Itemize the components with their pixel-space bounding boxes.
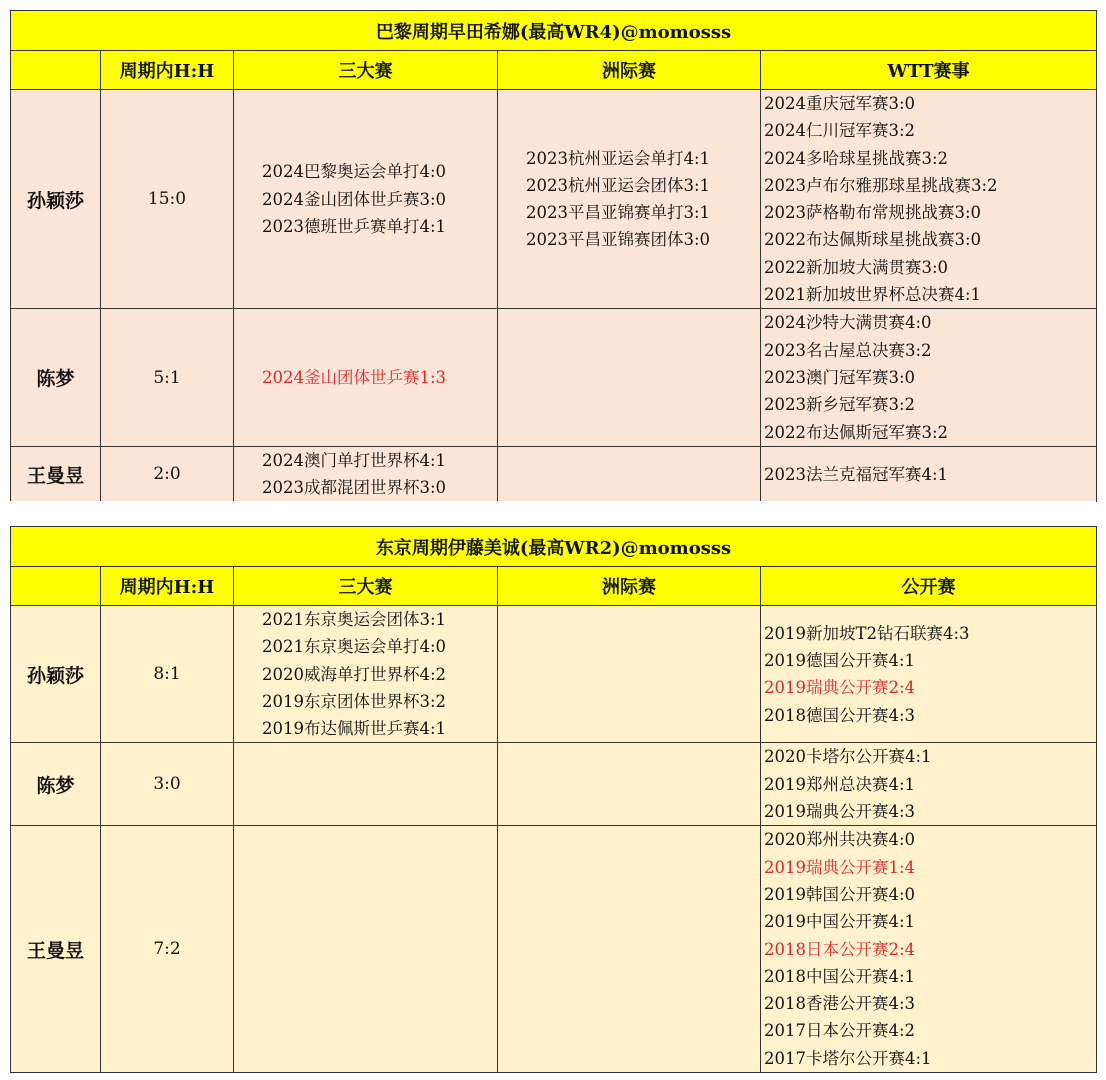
result-entry: 2018中国公开赛4:1: [764, 966, 916, 986]
big3-results: [234, 826, 498, 1073]
table-row: [11, 826, 1097, 1073]
result-entry: 2024沙特大满贯赛4:0: [764, 313, 932, 333]
result-entry: 2024釜山团体世乒赛3:0: [262, 189, 447, 209]
table-title: 东京周期伊藤美诚(最高WR2)@momosss: [11, 527, 1097, 567]
event-results: [761, 743, 1097, 826]
result-entry-loss: 2019瑞典公开赛1:4: [764, 857, 916, 877]
big3-results: [234, 309, 498, 446]
big3-results: [234, 743, 498, 826]
result-entry: 2021东京奥运会单打4:0: [262, 637, 447, 657]
continental-results: [498, 606, 761, 743]
result-entry: 2024仁川冠军赛3:2: [764, 121, 916, 141]
table-title: 巴黎周期早田希娜(最高WR4)@momosss: [11, 11, 1097, 51]
continental-results: [498, 90, 761, 309]
result-entry: 2024澳门单打世界杯4:1: [262, 450, 447, 470]
event-results: [761, 826, 1097, 1073]
result-entry: 2020威海单打世界杯4:2: [262, 664, 447, 684]
table-row: [11, 606, 1097, 743]
table-spacer: [10, 501, 1096, 526]
header-continental: 洲际赛: [498, 51, 761, 90]
player-name: 孙颖莎: [11, 90, 101, 309]
result-entry: 2019韩国公开赛4:0: [764, 884, 916, 904]
result-entry-loss: 2024釜山团体世乒赛1:3: [262, 367, 447, 387]
continental-results: [498, 743, 761, 826]
header-big3: 三大赛: [234, 51, 498, 90]
result-entry: 2017日本公开赛4:2: [764, 1021, 916, 1041]
result-entry: 2024重庆冠军赛3:0: [764, 94, 916, 113]
result-entry: 2023杭州亚运会团体3:1: [526, 175, 711, 195]
result-entry: 2020郑州共决赛4:0: [764, 830, 916, 850]
continental-results: [498, 826, 761, 1073]
result-entry: 2023澳门冠军赛3:0: [764, 367, 916, 387]
event-results: [761, 90, 1097, 309]
result-entry: 2019德国公开赛4:1: [764, 650, 916, 670]
event-results: [761, 606, 1097, 743]
table-row: [11, 446, 1097, 502]
player-name: 陈梦: [11, 309, 101, 446]
result-entry: 2022布达佩斯冠军赛3:2: [764, 422, 949, 442]
header-hh: 周期内H:H: [101, 567, 234, 606]
paris-cycle-table: [10, 10, 1097, 502]
continental-results: [498, 446, 761, 502]
result-entry-loss: 2018日本公开赛2:4: [764, 939, 916, 959]
result-entry: 2023卢布尔雅那球星挑战赛3:2: [764, 175, 998, 195]
table-row: [11, 309, 1097, 446]
result-entry: 2023法兰克福冠军赛4:1: [764, 464, 949, 484]
continental-results: [498, 309, 761, 446]
player-name: 王曼昱: [11, 826, 101, 1073]
result-entry: 2020卡塔尔公开赛4:1: [764, 747, 932, 767]
header-hh: 周期内H:H: [101, 51, 234, 90]
player-name: 孙颖莎: [11, 606, 101, 743]
result-entry: 2022新加坡大满贯赛3:0: [764, 257, 949, 277]
table-row: [11, 90, 1097, 309]
result-entry: 2019布达佩斯世乒赛4:1: [262, 719, 447, 739]
header-big3: 三大赛: [234, 567, 498, 606]
result-entry: 2023杭州亚运会单打4:1: [526, 148, 711, 168]
header-events: WTT赛事: [761, 51, 1097, 90]
head-to-head-score: 2:0: [101, 446, 234, 502]
big3-results: [234, 90, 498, 309]
head-to-head-score: 8:1: [101, 606, 234, 743]
head-to-head-score: 15:0: [101, 90, 234, 309]
header-blank: [11, 567, 101, 606]
player-name: 陈梦: [11, 743, 101, 826]
event-results: [761, 446, 1097, 502]
result-entry: 2019郑州总决赛4:1: [764, 774, 916, 794]
result-entry: 2019中国公开赛4:1: [764, 912, 916, 932]
result-entry: 2024多哈球星挑战赛3:2: [764, 148, 949, 168]
result-entry: 2018德国公开赛4:3: [764, 705, 916, 725]
result-entry: 2019新加坡T2钻石联赛4:3: [764, 623, 970, 643]
result-entry: 2023名古屋总决赛3:2: [764, 340, 932, 360]
head-to-head-score: 3:0: [101, 743, 234, 826]
tokyo-cycle-table: [10, 526, 1097, 1073]
header-blank: [11, 51, 101, 90]
header-events: 公开赛: [761, 567, 1097, 606]
table-row: [11, 743, 1097, 826]
big3-results: [234, 606, 498, 743]
result-entry: 2019瑞典公开赛4:3: [764, 802, 916, 822]
result-entry: 2023成都混团世界杯3:0: [262, 478, 447, 498]
result-entry: 2019东京团体世界杯3:2: [262, 691, 447, 711]
player-name: 王曼昱: [11, 446, 101, 502]
big3-results: [234, 446, 498, 502]
result-entry: 2018香港公开赛4:3: [764, 994, 916, 1014]
result-entry: 2022布达佩斯球星挑战赛3:0: [764, 230, 982, 250]
result-entry-loss: 2019瑞典公开赛2:4: [764, 678, 916, 698]
result-entry: 2023新乡冠军赛3:2: [764, 395, 916, 415]
result-entry: 2017卡塔尔公开赛4:1: [764, 1048, 932, 1068]
head-to-head-score: 7:2: [101, 826, 234, 1073]
head-to-head-score: 5:1: [101, 309, 234, 446]
event-results: [761, 309, 1097, 446]
header-continental: 洲际赛: [498, 567, 761, 606]
result-entry: 2023萨格勒布常规挑战赛3:0: [764, 203, 982, 223]
result-entry: 2023德班世乒赛单打4:1: [262, 216, 447, 236]
result-entry: 2023平昌亚锦赛单打3:1: [526, 203, 711, 223]
result-entry: 2021新加坡世界杯总决赛4:1: [764, 285, 982, 305]
result-entry: 2023平昌亚锦赛团体3:0: [526, 230, 711, 250]
result-entry: 2021东京奥运会团体3:1: [262, 610, 447, 629]
result-entry: 2024巴黎奥运会单打4:0: [262, 162, 447, 182]
